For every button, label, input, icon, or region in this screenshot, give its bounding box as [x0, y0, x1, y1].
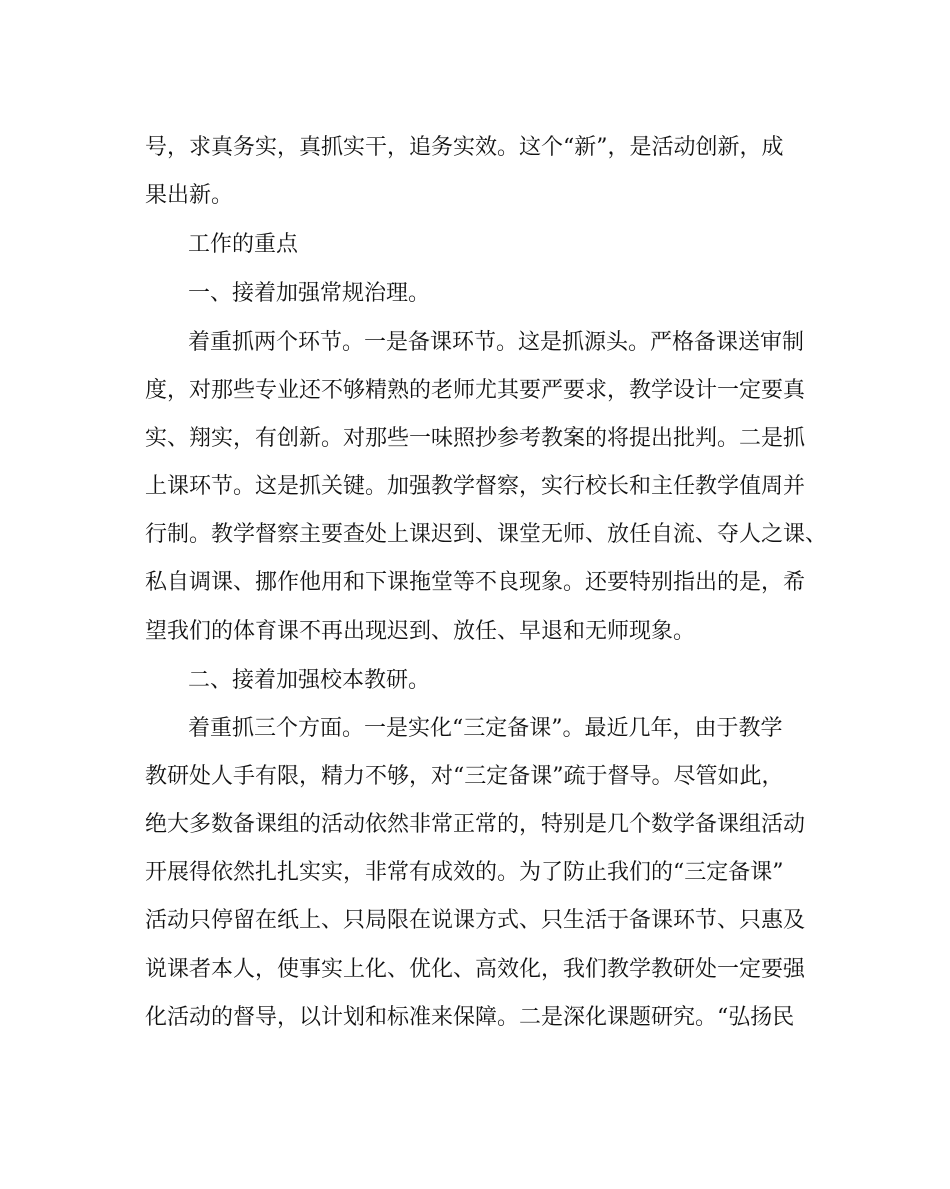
- text-line: 实、翔实，有创新。对那些一味照抄参考教案的将提出批判。二是抓: [145, 426, 806, 451]
- section-heading: 二、接着加强校本教研。: [188, 668, 431, 693]
- text-line: 果出新。: [145, 183, 234, 208]
- text-line: 着重抓两个环节。一是备课环节。这是抓源头。严格备课送审制: [188, 330, 805, 355]
- text-line: 说课者本人，使事实上化、优化、高效化，我们教学教研处一定要强: [145, 957, 806, 982]
- text-line: 度，对那些专业还不够精熟的老师尤其要严要求，教学设计一定要真: [145, 378, 806, 403]
- text-line: 着重抓三个方面。一是实化“三定备课”。最近几年，由于教学: [188, 716, 783, 741]
- text-line: 号，求真务实，真抓实干，追务实效。这个“新”，是活动创新，成: [145, 135, 784, 160]
- text-line: 开展得依然扎扎实实，非常有成效的。为了防止我们的“三定备课”: [145, 860, 784, 885]
- text-line: 教研处人手有限，精力不够，对“三定备课”疏于督导。尽管如此，: [145, 764, 784, 789]
- text-line: 私自调课、挪作他用和下课拖堂等不良现象。还要特别指出的是，希: [145, 570, 806, 595]
- text-line: 上课环节。这是抓关键。加强教学督察，实行校长和主任教学值周并: [145, 474, 806, 499]
- text-line: 行制。教学督察主要查处上课迟到、课堂无师、放任自流、夺人之课、: [145, 522, 828, 547]
- text-line: 化活动的督导，以计划和标准来保障。二是深化课题研究。“弘扬民: [145, 1005, 795, 1030]
- section-heading: 工作的重点: [188, 232, 299, 257]
- text-line: 望我们的体育课不再出现迟到、放任、早退和无师现象。: [145, 619, 696, 644]
- section-heading: 一、接着加强常规治理。: [188, 281, 431, 306]
- text-line: 绝大多数备课组的活动依然非常正常的，特别是几个数学备课组活动: [145, 812, 806, 837]
- text-line: 活动只停留在纸上、只局限在说课方式、只生活于备课环节、只惠及: [145, 908, 806, 933]
